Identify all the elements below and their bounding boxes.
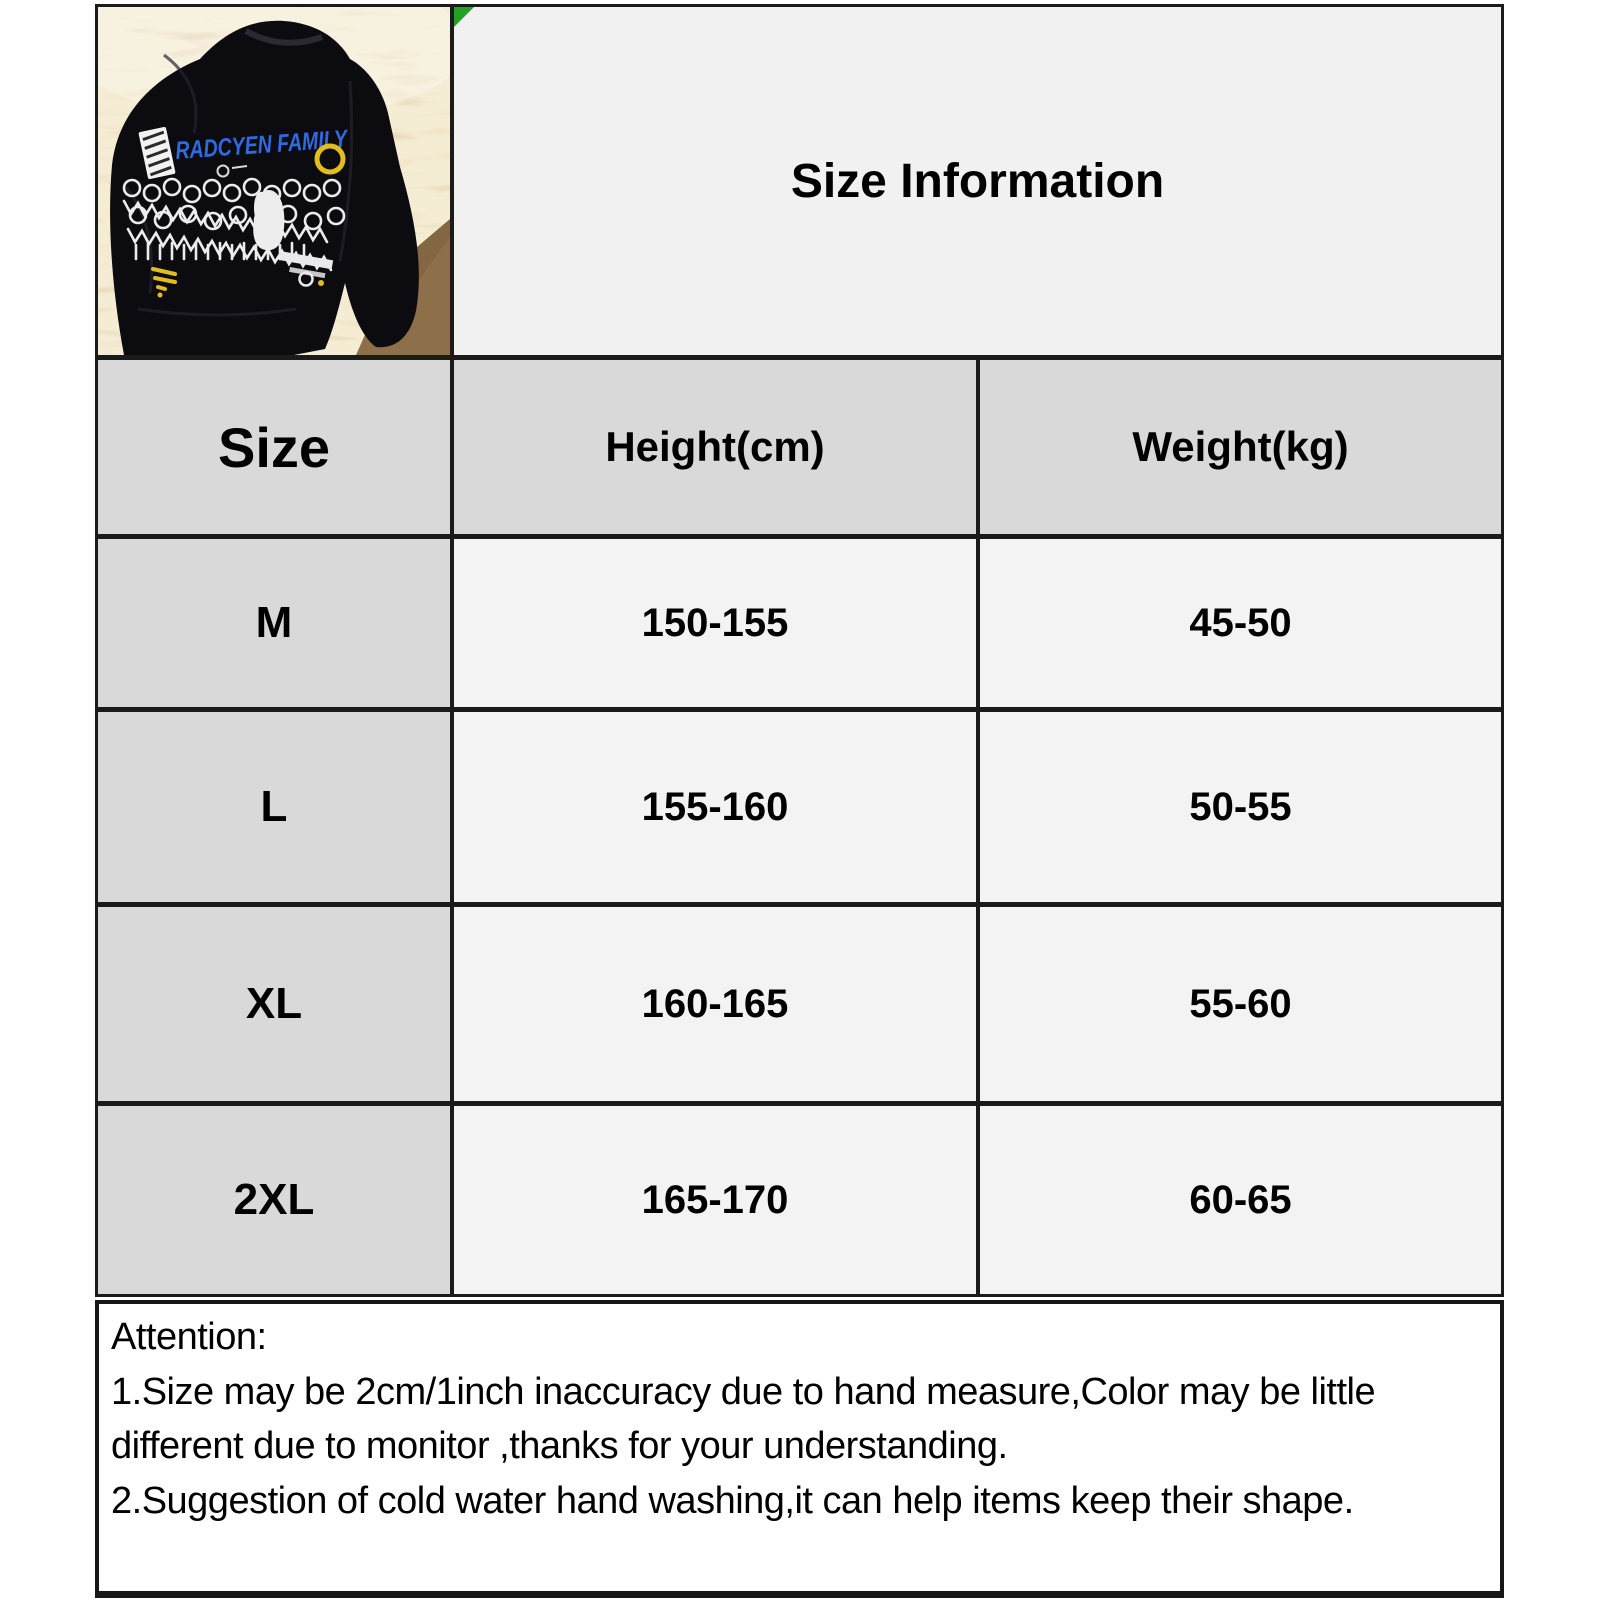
- product-photo: [98, 7, 450, 355]
- column-header-height: Height(cm): [454, 360, 976, 534]
- print-text: RADCYEN FAMILY: [174, 121, 397, 165]
- size-label-m: M: [98, 539, 450, 707]
- weight-value-m: 45-50: [980, 539, 1501, 707]
- height-value-2xl: 165-170: [454, 1106, 976, 1294]
- attention-note-1: 1.Size may be 2cm/1inch inaccuracy due to hand measure,Color may be little different due to monitor ,thanks for your understanding.: [111, 1370, 1376, 1468]
- size-information-header: [454, 7, 1501, 355]
- size-label-2xl: 2XL: [98, 1106, 450, 1294]
- height-value-xl: 160-165: [454, 907, 976, 1101]
- size-label-xl: XL: [98, 907, 450, 1101]
- weight-value-l: 50-55: [980, 712, 1501, 902]
- size-table: [95, 4, 1504, 1297]
- yellow-dot-left: [158, 293, 163, 298]
- column-header-size: Size: [98, 360, 450, 534]
- attention-note-2: 2.Suggestion of cold water hand washing,it can help items keep their shape.: [111, 1480, 1354, 1523]
- white-silhouette: [253, 190, 284, 250]
- attention-heading: Attention:: [111, 1316, 267, 1358]
- size-label-l: L: [98, 712, 450, 902]
- attention-box: [95, 1300, 1504, 1598]
- height-value-m: 150-155: [454, 539, 976, 707]
- corner-flag-icon: [454, 7, 474, 27]
- weight-value-xl: 55-60: [980, 907, 1501, 1101]
- weight-value-2xl: 60-65: [980, 1106, 1501, 1294]
- page-title: Size Information: [790, 154, 1165, 208]
- height-value-l: 155-160: [454, 712, 976, 902]
- column-header-weight: Weight(kg): [980, 360, 1501, 534]
- tshirt-photo-graphic: [98, 7, 450, 355]
